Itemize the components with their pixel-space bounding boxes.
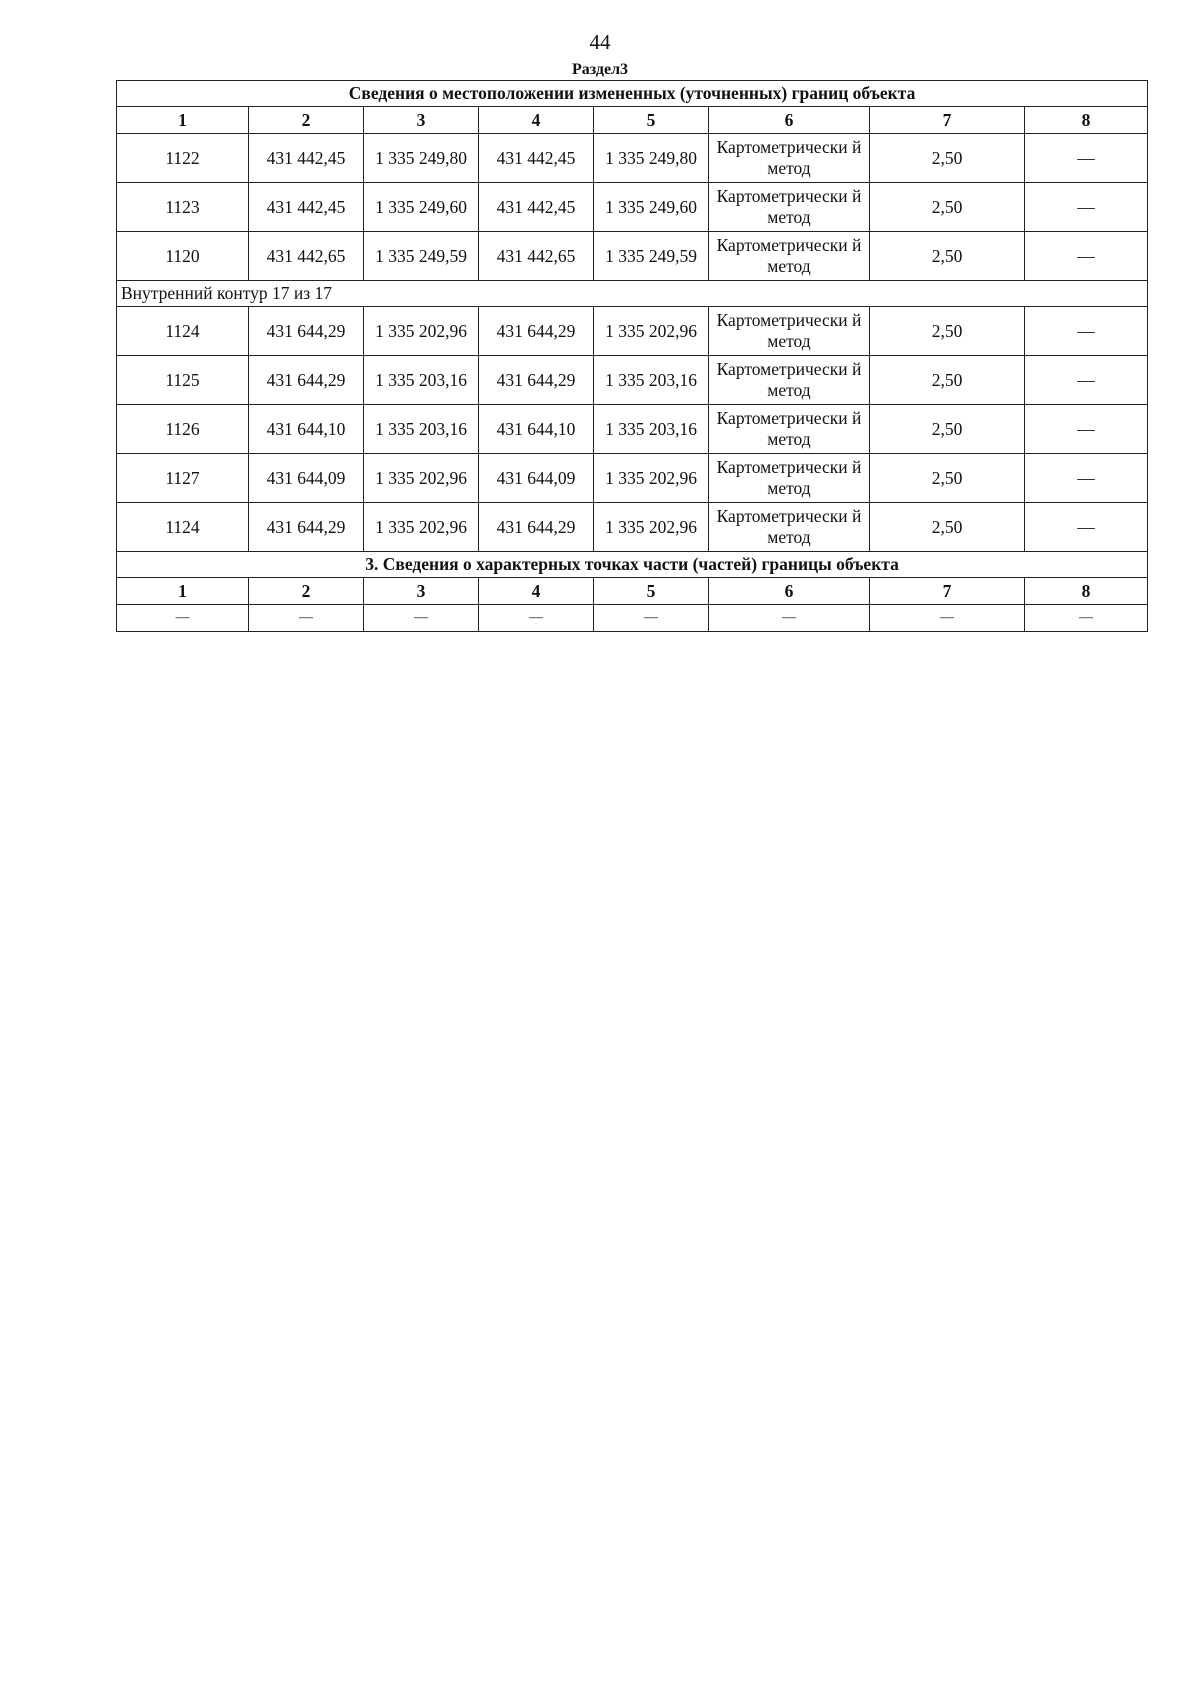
point-number-cell: 1124 [117, 503, 249, 552]
accuracy-cell: 2,50 [870, 232, 1025, 281]
description-cell: — [1025, 232, 1148, 281]
column-header-row [117, 107, 1148, 134]
empty-cell: — [117, 605, 249, 632]
column-header: 6 [709, 578, 870, 605]
x-old-cell: 431 644,29 [249, 503, 364, 552]
method-cell: Картометрически й метод [709, 503, 870, 552]
y-new-cell: 1 335 202,96 [594, 454, 709, 503]
y-new-cell: 1 335 202,96 [594, 307, 709, 356]
point-number-cell: 1120 [117, 232, 249, 281]
method-cell: Картометрически й метод [709, 134, 870, 183]
description-cell: — [1025, 307, 1148, 356]
table-row [117, 356, 1148, 405]
column-header: 4 [479, 578, 594, 605]
x-old-cell: 431 644,09 [249, 454, 364, 503]
x-old-cell: 431 442,65 [249, 232, 364, 281]
table-row [117, 454, 1148, 503]
accuracy-cell: 2,50 [870, 134, 1025, 183]
column-header: 7 [870, 107, 1025, 134]
point-number-cell: 1126 [117, 405, 249, 454]
table-row [117, 183, 1148, 232]
accuracy-cell: 2,50 [870, 356, 1025, 405]
x-new-cell: 431 442,45 [479, 183, 594, 232]
x-old-cell: 431 442,45 [249, 183, 364, 232]
x-old-cell: 431 644,29 [249, 356, 364, 405]
empty-cell: — [594, 605, 709, 632]
column-header: 6 [709, 107, 870, 134]
x-new-cell: 431 644,29 [479, 356, 594, 405]
y-new-cell: 1 335 249,59 [594, 232, 709, 281]
column-header: 2 [249, 578, 364, 605]
column-header: 8 [1025, 578, 1148, 605]
empty-cell: — [479, 605, 594, 632]
y-new-cell: 1 335 249,60 [594, 183, 709, 232]
y-new-cell: 1 335 203,16 [594, 405, 709, 454]
table-title: Сведения о местоположении измененных (уточненных) границ объекта [117, 81, 1148, 107]
x-new-cell: 431 442,65 [479, 232, 594, 281]
page-number: 44 [589, 30, 611, 54]
table-row [117, 307, 1148, 356]
x-new-cell: 431 644,10 [479, 405, 594, 454]
column-header: 5 [594, 107, 709, 134]
y-old-cell: 1 335 249,59 [364, 232, 479, 281]
x-old-cell: 431 644,10 [249, 405, 364, 454]
column-header: 1 [117, 107, 249, 134]
table-row [117, 134, 1148, 183]
x-old-cell: 431 442,45 [249, 134, 364, 183]
table-row [117, 405, 1148, 454]
accuracy-cell: 2,50 [870, 307, 1025, 356]
method-cell: Картометрически й метод [709, 454, 870, 503]
point-number-cell: 1125 [117, 356, 249, 405]
table-row [117, 503, 1148, 552]
empty-cell: — [249, 605, 364, 632]
column-header: 8 [1025, 107, 1148, 134]
accuracy-cell: 2,50 [870, 503, 1025, 552]
method-cell: Картометрически й метод [709, 232, 870, 281]
empty-cell: — [1025, 605, 1148, 632]
y-new-cell: 1 335 249,80 [594, 134, 709, 183]
y-old-cell: 1 335 249,80 [364, 134, 479, 183]
x-new-cell: 431 644,09 [479, 454, 594, 503]
y-new-cell: 1 335 203,16 [594, 356, 709, 405]
column-header-row [117, 578, 1148, 605]
x-new-cell: 431 442,45 [479, 134, 594, 183]
column-header: 7 [870, 578, 1025, 605]
point-number-cell: 1127 [117, 454, 249, 503]
description-cell: — [1025, 405, 1148, 454]
boundary-table [116, 80, 1148, 632]
table-title-row [117, 81, 1148, 107]
method-cell: Картометрически й метод [709, 405, 870, 454]
y-new-cell: 1 335 202,96 [594, 503, 709, 552]
column-header: 3 [364, 107, 479, 134]
method-cell: Картометрически й метод [709, 307, 870, 356]
description-cell: — [1025, 183, 1148, 232]
x-new-cell: 431 644,29 [479, 503, 594, 552]
section-title: Раздел3 [571, 61, 629, 78]
method-cell: Картометрически й метод [709, 356, 870, 405]
y-old-cell: 1 335 202,96 [364, 503, 479, 552]
y-old-cell: 1 335 202,96 [364, 307, 479, 356]
accuracy-cell: 2,50 [870, 405, 1025, 454]
point-number-cell: 1123 [117, 183, 249, 232]
empty-cell: — [870, 605, 1025, 632]
y-old-cell: 1 335 202,96 [364, 454, 479, 503]
method-cell: Картометрически й метод [709, 183, 870, 232]
point-number-cell: 1122 [117, 134, 249, 183]
empty-cell: — [364, 605, 479, 632]
y-old-cell: 1 335 203,16 [364, 356, 479, 405]
description-cell: — [1025, 503, 1148, 552]
accuracy-cell: 2,50 [870, 454, 1025, 503]
y-old-cell: 1 335 203,16 [364, 405, 479, 454]
description-cell: — [1025, 356, 1148, 405]
section3-title-row [117, 552, 1148, 578]
column-header: 3 [364, 578, 479, 605]
table-row [117, 605, 1148, 632]
description-cell: — [1025, 454, 1148, 503]
contour-row [117, 281, 1148, 307]
point-number-cell: 1124 [117, 307, 249, 356]
x-new-cell: 431 644,29 [479, 307, 594, 356]
empty-cell: — [709, 605, 870, 632]
y-old-cell: 1 335 249,60 [364, 183, 479, 232]
description-cell: — [1025, 134, 1148, 183]
column-header: 4 [479, 107, 594, 134]
column-header: 2 [249, 107, 364, 134]
contour-label: Внутренний контур 17 из 17 [117, 281, 1148, 307]
column-header: 1 [117, 578, 249, 605]
section3-title: 3. Сведения о характерных точках части (частей) границы объекта [117, 552, 1148, 578]
table-row [117, 232, 1148, 281]
accuracy-cell: 2,50 [870, 183, 1025, 232]
x-old-cell: 431 644,29 [249, 307, 364, 356]
column-header: 5 [594, 578, 709, 605]
